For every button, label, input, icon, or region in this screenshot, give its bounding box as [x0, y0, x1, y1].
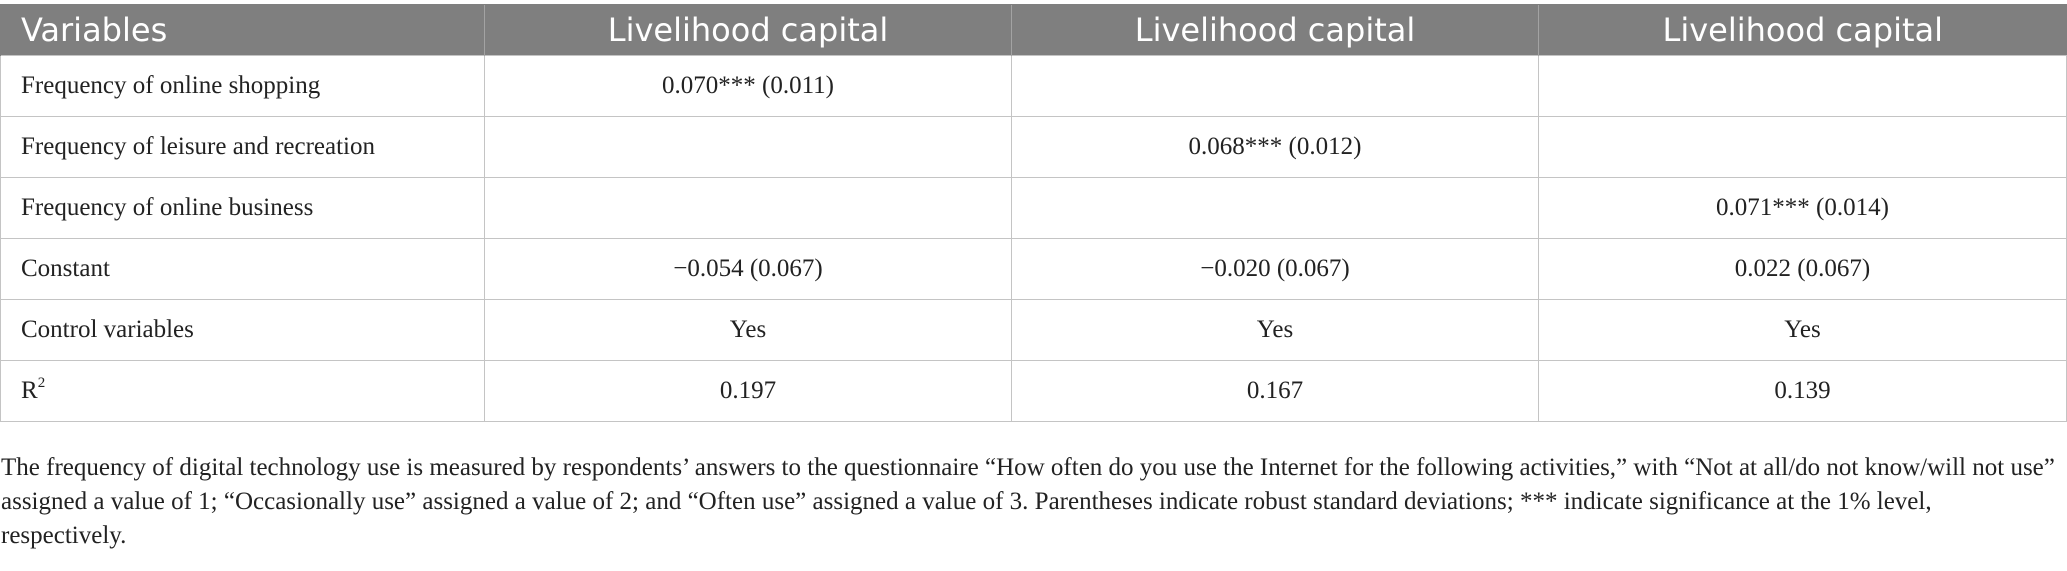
- table-row: [1, 300, 2067, 361]
- table-row: [1, 239, 2067, 300]
- table-row: [1, 361, 2067, 422]
- header-model-3: Livelihood capital: [1539, 5, 2067, 56]
- table-cell: Yes: [1539, 300, 2067, 361]
- row-label: Constant: [1, 239, 485, 300]
- row-label: Frequency of leisure and recreation: [1, 117, 485, 178]
- row-label: Frequency of online shopping: [1, 56, 485, 117]
- table-cell: [1012, 178, 1539, 239]
- table-cell: 0.167: [1012, 361, 1539, 422]
- table-row: [1, 178, 2067, 239]
- regression-table-container: [0, 4, 2066, 422]
- regression-table: [0, 4, 2067, 422]
- row-label: [1, 361, 485, 422]
- table-row: [1, 117, 2067, 178]
- header-model-1: Livelihood capital: [485, 5, 1012, 56]
- table-cell: 0.022 (0.067): [1539, 239, 2067, 300]
- table-cell: [485, 178, 1012, 239]
- table-cell: −0.054 (0.067): [485, 239, 1012, 300]
- table-cell: 0.197: [485, 361, 1012, 422]
- table-cell: 0.071*** (0.014): [1539, 178, 2067, 239]
- table-row: [1, 56, 2067, 117]
- table-cell: 0.070*** (0.011): [485, 56, 1012, 117]
- table-cell: Yes: [485, 300, 1012, 361]
- table-cell: [1539, 117, 2067, 178]
- table-cell: [1012, 56, 1539, 117]
- header-row: [1, 5, 2067, 56]
- header-model-2: Livelihood capital: [1012, 5, 1539, 56]
- table-cell: [1539, 56, 2067, 117]
- header-variables: Variables: [1, 5, 485, 56]
- table-footnote: The frequency of digital technology use is measured by respondents’ answers to the questionnaire “How often do you use the Internet for the following activities,” with “Not at all/do not know/will not use” assigned a value of 1; “Occasionally use” assigned a value of 2; and “Often use” assigned a value of 3. Parentheses indicate robust standard deviations; *** indicate significance at the 1% level, respectively.: [1, 454, 2055, 549]
- r-squared-superscript: 2: [37, 375, 46, 391]
- row-label: Frequency of online business: [1, 178, 485, 239]
- table-cell: 0.139: [1539, 361, 2067, 422]
- row-label: Control variables: [1, 300, 485, 361]
- table-cell: [485, 117, 1012, 178]
- table-cell: 0.068*** (0.012): [1012, 117, 1539, 178]
- r-squared-label: R: [21, 377, 38, 404]
- table-cell: Yes: [1012, 300, 1539, 361]
- table-cell: −0.020 (0.067): [1012, 239, 1539, 300]
